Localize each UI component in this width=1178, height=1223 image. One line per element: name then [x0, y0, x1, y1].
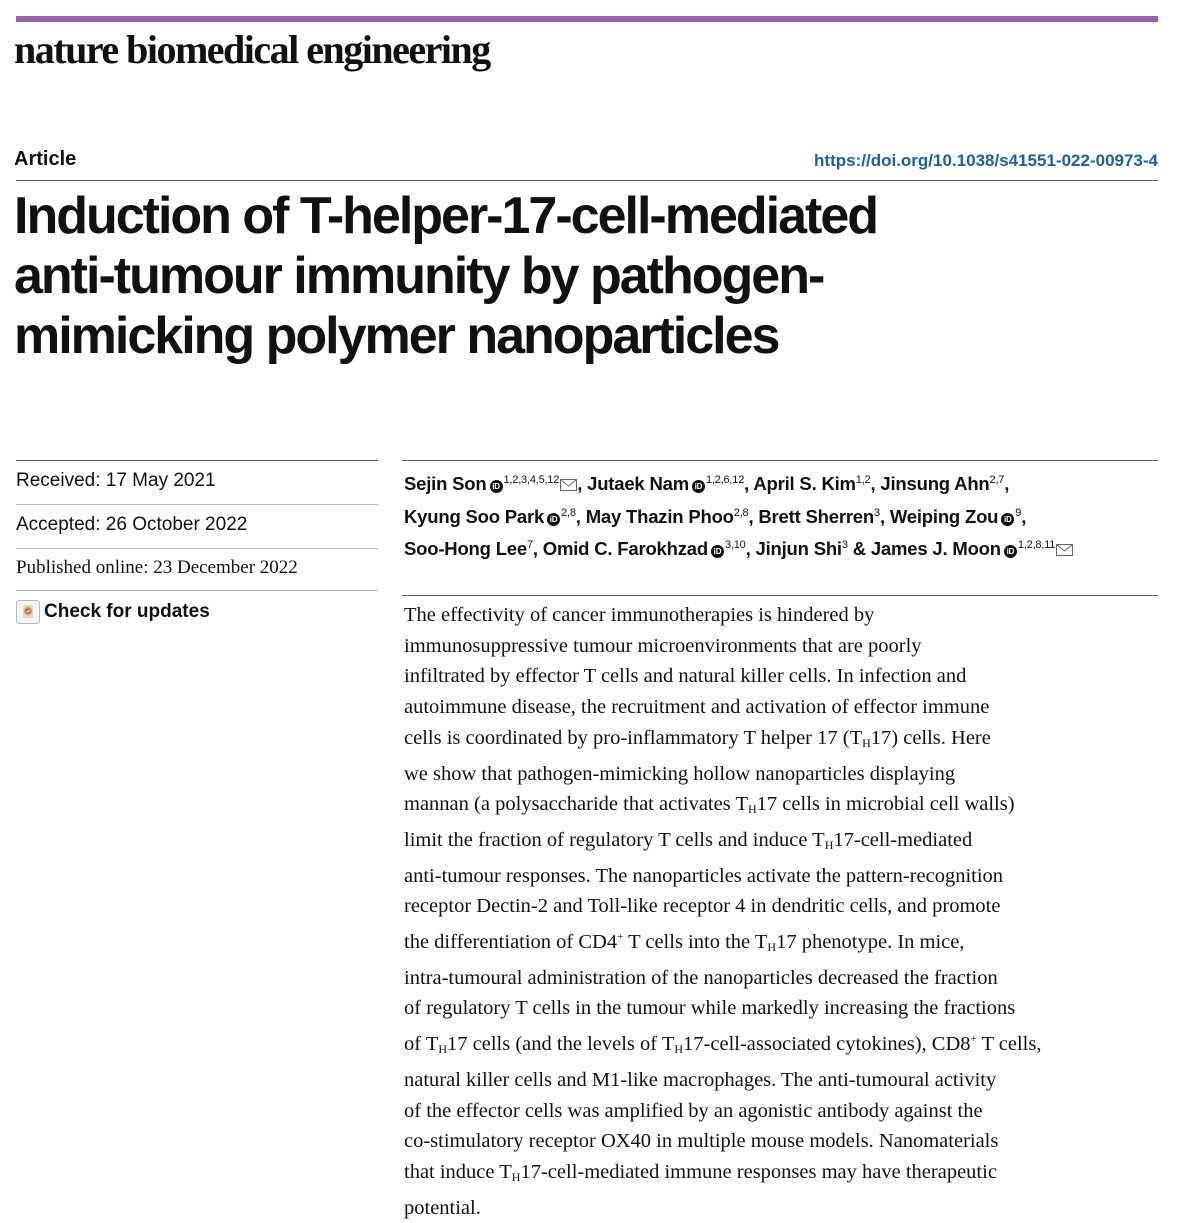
- author-separator: ,: [577, 473, 588, 494]
- author-name[interactable]: Jinsung Ahn: [880, 473, 990, 494]
- abstract-line: natural killer cells and M1-like macrophages. The anti-tumoural activity: [404, 1068, 997, 1091]
- author-affiliation[interactable]: 9: [1015, 506, 1022, 519]
- author-name[interactable]: Omid C. Farokhzad: [542, 538, 708, 559]
- article-title: [14, 186, 1134, 366]
- author-separator: ,: [748, 505, 759, 527]
- author-name[interactable]: April S. Kim: [753, 473, 856, 494]
- author-separator: ,: [532, 538, 543, 559]
- abstract-line: limit the fraction of regulatory T cells and induce $T_H17-cell$-mediated: [404, 828, 973, 852]
- abstract-line: anti-tumour responses. The nanoparticles activate the pattern-recognition: [404, 864, 1004, 887]
- history-separator: [16, 504, 378, 505]
- author-name[interactable]: May Thazin Phoo: [585, 505, 734, 527]
- orcid-icon[interactable]: iD: [1001, 513, 1014, 526]
- abstract-line: cells is coordinated by pro-inflammatory T helper 17 $(T_H17)$ cells. Here: [404, 726, 991, 750]
- title-line: mimicking polymer nanoparticles: [14, 307, 779, 365]
- author-affiliation[interactable]: 1,2,8,11: [1017, 539, 1056, 551]
- history-divider: [16, 460, 378, 461]
- author-name[interactable]: Weiping Zou: [889, 505, 999, 527]
- author-line: [404, 499, 1158, 532]
- abstract-line: The effectivity of cancer immunotherapies is hindered by: [404, 604, 875, 626]
- doi-link[interactable]: https://doi.org/10.1038/s41551-022-00973-4: [814, 151, 1158, 170]
- author-affiliation[interactable]: 1,2: [855, 474, 871, 486]
- author-separator: ,: [1004, 473, 1010, 494]
- author-affiliation[interactable]: 3: [841, 539, 848, 551]
- abstract-line: of regulatory T cells in the tumour while markedly increasing the fractions: [404, 997, 1016, 1020]
- abstract-line: autoimmune disease, the recruitment and activation of effector immune: [404, 696, 990, 719]
- envelope-icon[interactable]: [560, 479, 577, 491]
- author-separator: ,: [879, 505, 890, 527]
- orcid-icon[interactable]: iD: [692, 480, 705, 493]
- author-name[interactable]: James J. Moon: [870, 538, 1001, 559]
- author-name[interactable]: Jinjun Shi: [755, 538, 842, 559]
- author-name[interactable]: Sejin Son: [404, 473, 487, 494]
- author-list: [404, 466, 1158, 564]
- author-affiliation[interactable]: 1,2,6,12: [705, 474, 745, 486]
- check-for-updates-button[interactable]: [16, 600, 210, 624]
- received-date: Received: 17 May 2021: [16, 470, 216, 491]
- abstract-line: mannan (a polysaccharide that activates $T_H17$ cells in microbial cell walls): [404, 793, 1015, 817]
- journal-accent-bar: [16, 16, 1158, 22]
- author-separator: ,: [1021, 505, 1027, 527]
- abstract-line: immunosuppressive tumour microenvironments that are poorly: [404, 634, 922, 657]
- abstract-line: of the effector cells was amplified by an agonistic antibody against the: [404, 1099, 983, 1122]
- history-separator: [16, 548, 378, 549]
- author-separator: ,: [745, 538, 756, 559]
- orcid-icon[interactable]: iD: [1004, 545, 1017, 558]
- authors-divider: [402, 460, 1158, 461]
- abstract-line: potential.: [404, 1196, 481, 1219]
- orcid-icon[interactable]: iD: [711, 545, 724, 558]
- published-date: Published online: 23 December 2022: [16, 557, 298, 578]
- orcid-icon[interactable]: iD: [490, 480, 503, 493]
- author-affiliation[interactable]: 3: [874, 506, 880, 519]
- author-affiliation[interactable]: 2,8: [733, 506, 749, 519]
- abstract-line: co-stimulatory receptor OX40 in multiple mouse models. Nanomaterials: [404, 1130, 999, 1153]
- author-name[interactable]: Jutaek Nam: [587, 473, 689, 494]
- abstract-line: the differentiation of CD4+ T cells into the $T_H17$ phenotype. In mice,: [404, 931, 965, 955]
- check-for-updates-label: Check for updates: [44, 601, 210, 622]
- author-name[interactable]: Brett Sherren: [758, 505, 875, 527]
- title-line: anti-tumour immunity by pathogen-: [14, 247, 824, 305]
- check-for-updates-icon: [16, 600, 40, 624]
- orcid-icon[interactable]: iD: [547, 513, 560, 526]
- author-separator: ,: [575, 505, 586, 527]
- accepted-date: Accepted: 26 October 2022: [16, 514, 248, 535]
- abstract: [404, 600, 1160, 1223]
- author-separator: &: [847, 538, 871, 559]
- author-affiliation[interactable]: 2,8: [561, 506, 576, 519]
- journal-name[interactable]: nature biomedical engineering: [14, 27, 490, 72]
- abstract-line: we show that pathogen-mimicking hollow nanoparticles displaying: [404, 762, 956, 785]
- author-line: [404, 466, 1158, 499]
- author-affiliation[interactable]: 1,2,3,4,5,12: [503, 474, 560, 486]
- abstract-line: of $T_H17$ cells (and the levels of $T_H17-cell$-associated cytokines), CD8+ T cells,: [404, 1033, 1042, 1057]
- author-affiliation[interactable]: 2,7: [989, 474, 1005, 486]
- abstract-line: that induce $T_H17-cell$-mediated immune responses may have therapeutic: [404, 1160, 997, 1184]
- abstract-line: receptor Dectin-2 and Toll-like receptor 4 in dendritic cells, and promote: [404, 895, 1001, 918]
- author-affiliation[interactable]: 3,10: [724, 539, 746, 551]
- author-name[interactable]: Kyung Soo Park: [404, 505, 545, 527]
- author-affiliation[interactable]: 7: [526, 539, 533, 551]
- article-type-label: Article: [14, 148, 77, 170]
- header-divider: [16, 180, 1158, 181]
- envelope-icon[interactable]: [1056, 544, 1073, 556]
- abstract-line: infiltrated by effector T cells and natural killer cells. In infection and: [404, 665, 967, 688]
- history-separator: [16, 590, 378, 591]
- author-separator: ,: [870, 473, 881, 494]
- abstract-line: intra-tumoural administration of the nanoparticles decreased the fraction: [404, 966, 998, 989]
- title-line: Induction of T-helper-17-cell-mediated: [14, 187, 877, 245]
- abstract-divider: [402, 595, 1158, 596]
- author-name[interactable]: Soo-Hong Lee: [404, 538, 527, 559]
- author-line: [404, 531, 1158, 564]
- author-separator: ,: [744, 473, 754, 494]
